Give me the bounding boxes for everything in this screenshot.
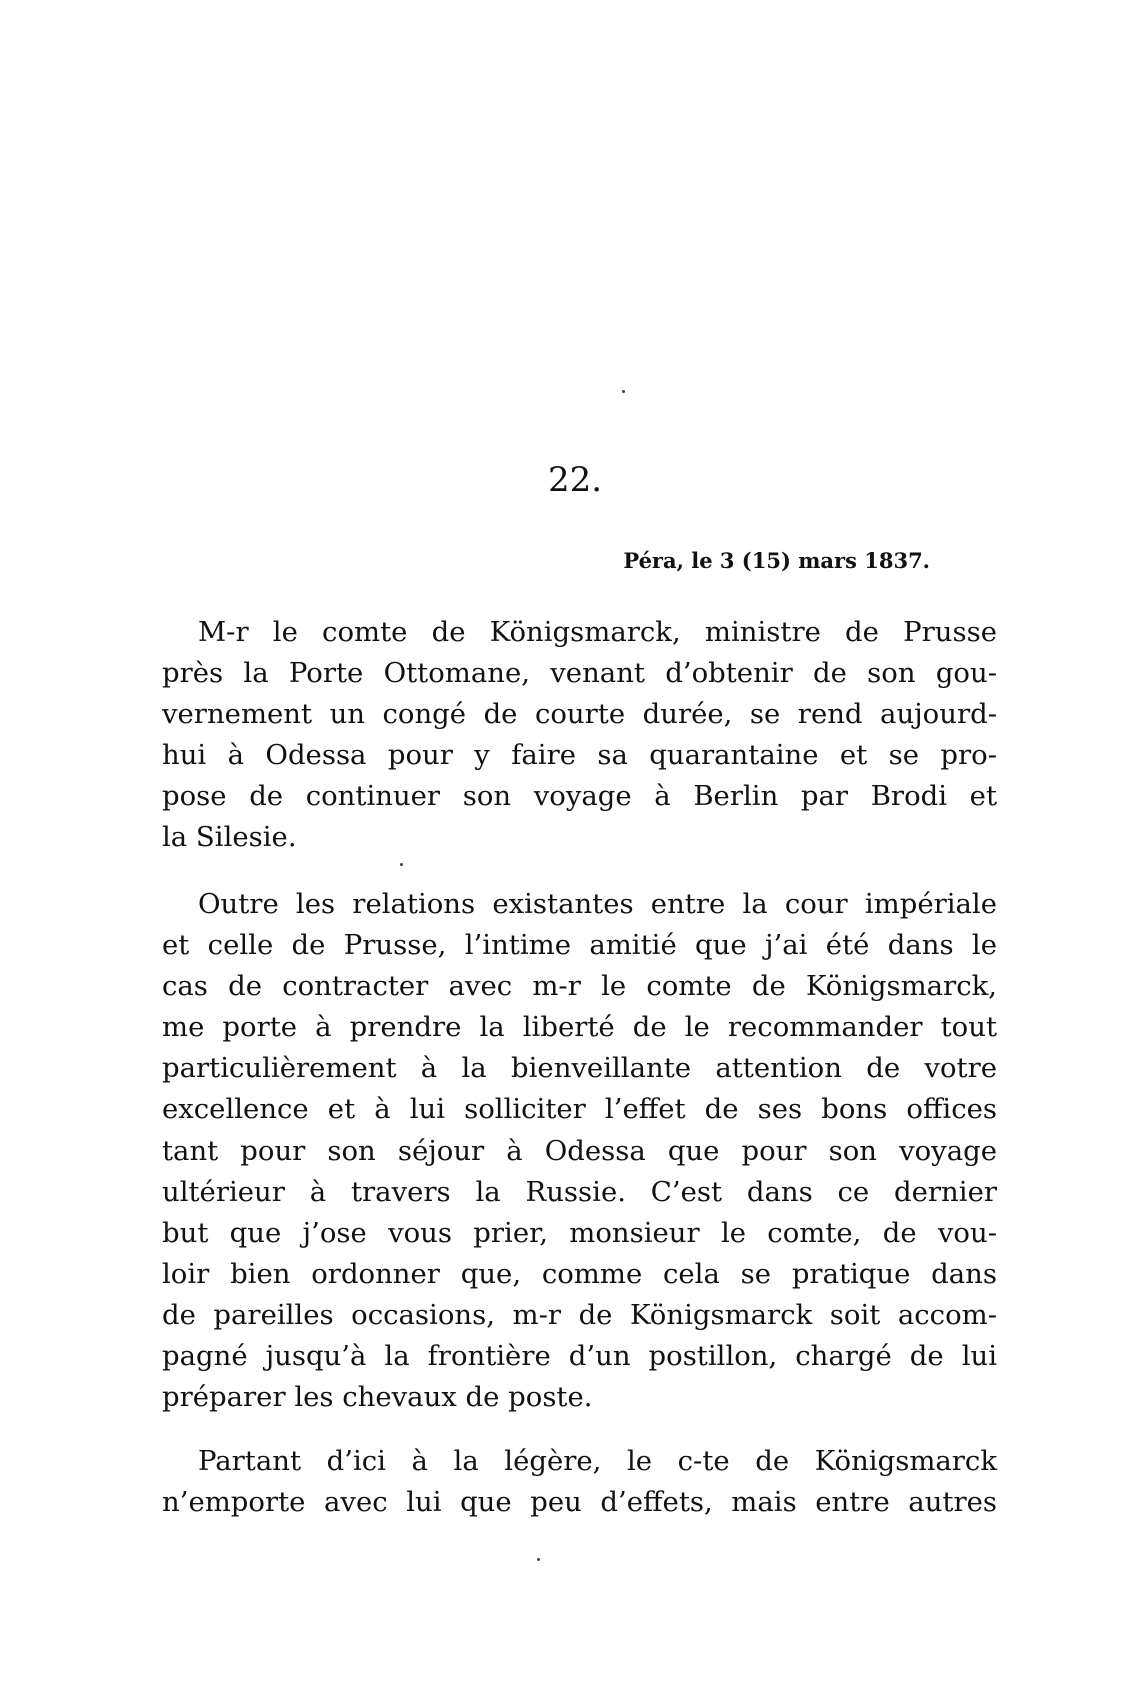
page-speck	[622, 390, 625, 393]
paragraph-3	[162, 1441, 997, 1523]
text-line: pagné jusqu’à la frontière d’un postillon, chargé de lui	[162, 1340, 997, 1373]
section-number: 22.	[547, 460, 603, 500]
text-line: excellence et à lui solliciter l’effet de ses bons offices	[162, 1093, 997, 1126]
text-line: pose de continuer son voyage à Berlin par Brodi et	[162, 780, 997, 813]
paragraph-1	[162, 612, 997, 859]
text-line: tant pour son séjour à Odessa que pour son voyage	[162, 1134, 997, 1167]
text-line: particulièrement à la bienveillante attention de votre	[162, 1052, 997, 1085]
text-line: cas de contracter avec m-r le comte de Königsmarck,	[162, 970, 997, 1003]
text-line: et celle de Prusse, l’intime amitié que j’ai été dans le	[162, 929, 997, 962]
text-line: près la Porte Ottomane, venant d’obtenir de son gou-	[162, 657, 997, 690]
page-speck	[537, 1558, 540, 1561]
text-line: M-r le comte de Königsmarck, ministre de Prusse	[198, 616, 997, 648]
text-line: Outre les relations existantes entre la cour impériale	[198, 888, 997, 920]
text-line: me porte à prendre la liberté de le recommander tout	[162, 1011, 997, 1044]
text-line: la Silesie.	[162, 821, 297, 854]
text-line: hui à Odessa pour y faire sa quarantaine et se pro-	[162, 739, 997, 772]
text-line: ultérieur à travers la Russie. C’est dans ce dernier	[162, 1175, 997, 1208]
text-line: de pareilles occasions, m-r de Königsmarck soit accom-	[162, 1298, 997, 1331]
text-line: vernement un congé de courte durée, se rend aujourd-	[162, 698, 997, 731]
text-line: n’emporte avec lui que peu d’effets, mais entre autres	[162, 1486, 997, 1519]
text-line: Partant d’ici à la légère, le c-te de Königsmarck	[198, 1445, 997, 1477]
text-line: but que j’ose vous prier, monsieur le comte, de vou-	[162, 1216, 997, 1249]
text-line: loir bien ordonner que, comme cela se pratique dans	[162, 1257, 997, 1290]
paragraph-2	[162, 884, 997, 1418]
page-speck	[400, 863, 403, 866]
dateline: Péra, le 3 (15) mars 1837.	[623, 548, 930, 573]
text-line: préparer les chevaux de poste.	[162, 1381, 593, 1414]
